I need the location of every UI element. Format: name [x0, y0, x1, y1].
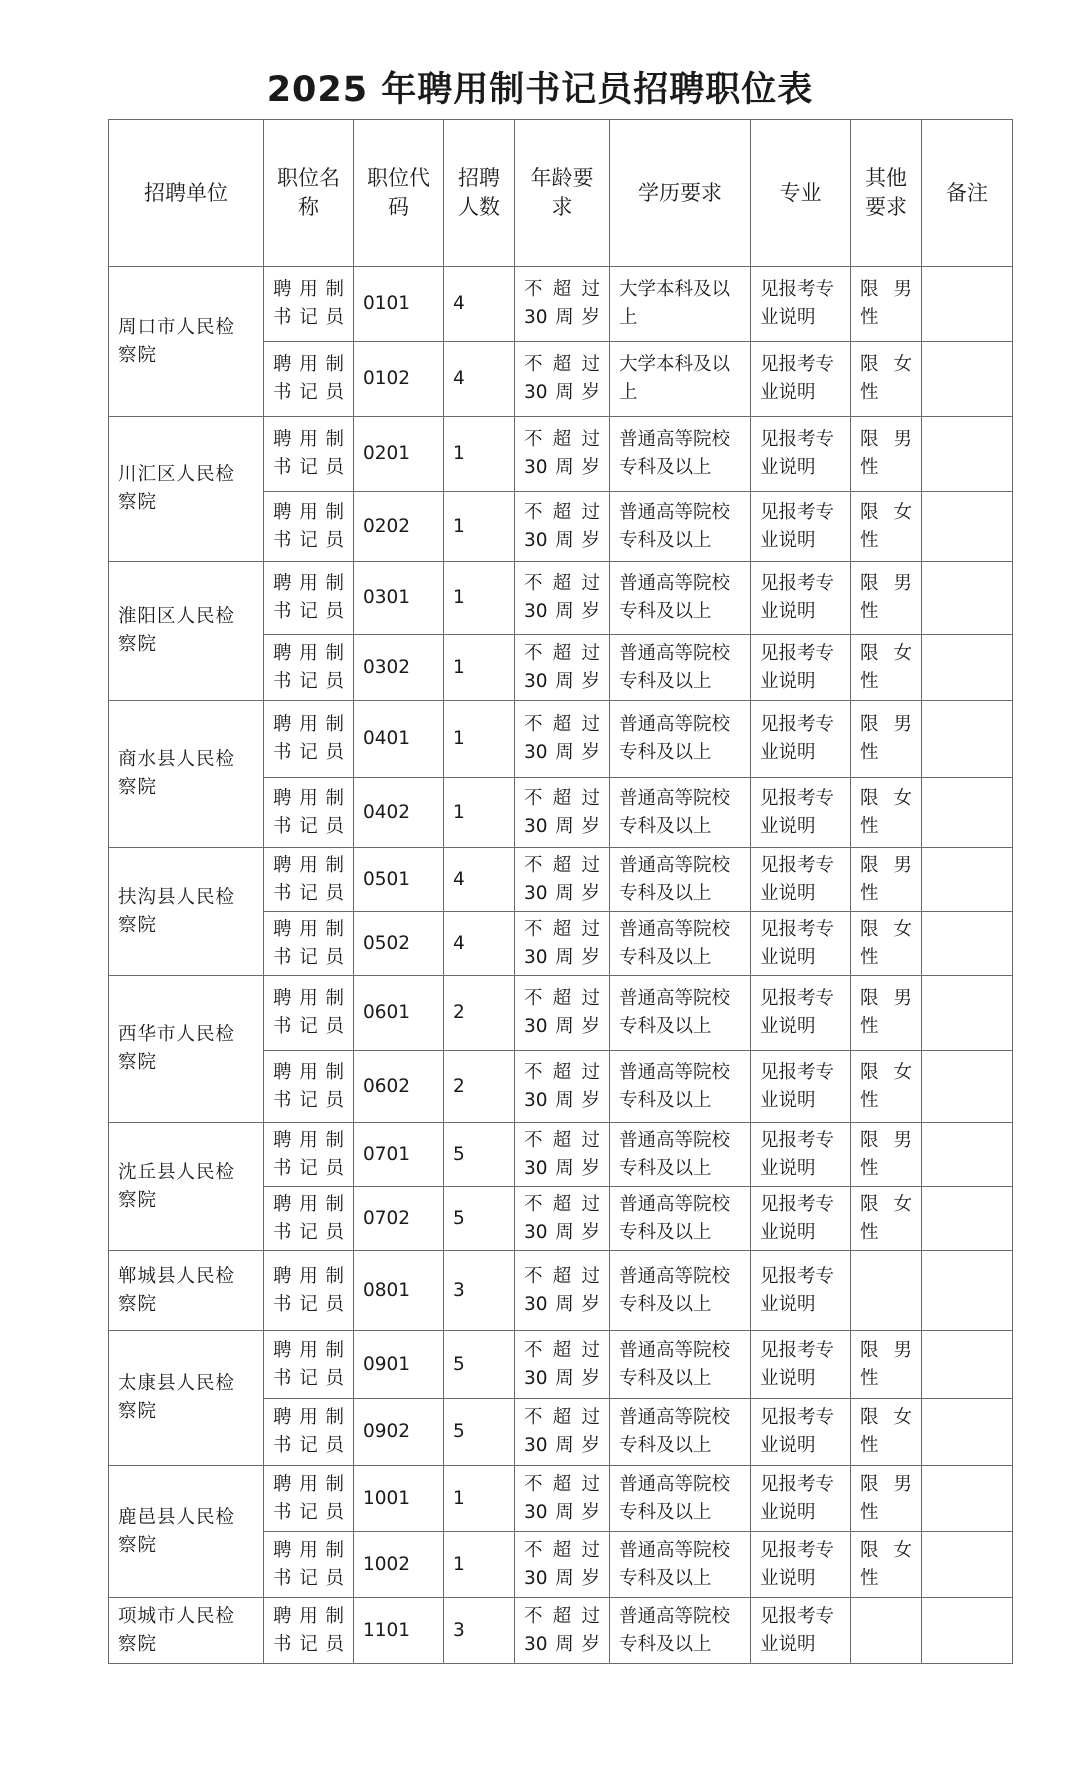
hire-count-cell: 5: [444, 1331, 515, 1399]
education-requirement-cell: 普通高等院校专科及以上: [610, 1187, 751, 1251]
age-requirement-cell: 不超过30周岁: [515, 1251, 610, 1331]
other-requirement-cell: 限男性: [851, 417, 922, 492]
major-cell: 见报考专业说明: [751, 1331, 851, 1399]
position-name-cell: 聘用制书记员: [264, 778, 354, 848]
position-code-cell: 0902: [354, 1399, 444, 1466]
hire-count-cell: 5: [444, 1399, 515, 1466]
age-requirement-cell: 不超过30周岁: [515, 1123, 610, 1187]
other-requirement-cell: 限男性: [851, 1466, 922, 1532]
major-cell: 见报考专业说明: [751, 1123, 851, 1187]
other-requirement-cell: 限女性: [851, 912, 922, 976]
other-requirement-cell: 限男性: [851, 562, 922, 635]
position-code-cell: 0502: [354, 912, 444, 976]
position-name-cell: 聘用制书记员: [264, 1532, 354, 1598]
major-cell: 见报考专业说明: [751, 1051, 851, 1123]
major-cell: 见报考专业说明: [751, 342, 851, 417]
position-name-cell: 聘用制书记员: [264, 1598, 354, 1664]
other-requirement-cell: 限女性: [851, 1051, 922, 1123]
position-code-cell: 1101: [354, 1598, 444, 1664]
other-requirement-cell: 限女性: [851, 342, 922, 417]
hire-count-cell: 1: [444, 1532, 515, 1598]
position-code-cell: 0701: [354, 1123, 444, 1187]
remark-cell: [922, 1399, 1013, 1466]
education-requirement-cell: 普通高等院校专科及以上: [610, 848, 751, 912]
position-code-cell: 0102: [354, 342, 444, 417]
header-unit: 招聘单位: [109, 120, 264, 267]
page-title: 2025 年聘用制书记员招聘职位表: [266, 70, 814, 110]
other-requirement-cell: 限女性: [851, 635, 922, 701]
hire-count-cell: 1: [444, 701, 515, 778]
education-requirement-cell: 普通高等院校专科及以上: [610, 912, 751, 976]
position-code-cell: 0302: [354, 635, 444, 701]
hire-count-cell: 3: [444, 1251, 515, 1331]
education-requirement-cell: 普通高等院校专科及以上: [610, 417, 751, 492]
remark-cell: [922, 976, 1013, 1051]
table-row: [109, 1598, 1013, 1664]
header-other: 其他要求: [851, 120, 922, 267]
hire-count-cell: 5: [444, 1187, 515, 1251]
position-name-cell: 聘用制书记员: [264, 1399, 354, 1466]
major-cell: 见报考专业说明: [751, 267, 851, 342]
remark-cell: [922, 492, 1013, 562]
remark-cell: [922, 778, 1013, 848]
age-requirement-cell: 不超过30周岁: [515, 778, 610, 848]
position-name-cell: 聘用制书记员: [264, 492, 354, 562]
position-name-cell: 聘用制书记员: [264, 267, 354, 342]
position-code-cell: 0601: [354, 976, 444, 1051]
age-requirement-cell: 不超过30周岁: [515, 267, 610, 342]
hire-count-cell: 1: [444, 635, 515, 701]
hire-count-cell: 4: [444, 267, 515, 342]
position-code-cell: 0801: [354, 1251, 444, 1331]
unit-name-cell: 沈丘县人民检察院: [109, 1123, 264, 1251]
education-requirement-cell: 普通高等院校专科及以上: [610, 562, 751, 635]
remark-cell: [922, 1051, 1013, 1123]
unit-name-cell: 郸城县人民检察院: [109, 1251, 264, 1331]
major-cell: 见报考专业说明: [751, 1399, 851, 1466]
position-code-cell: 0901: [354, 1331, 444, 1399]
education-requirement-cell: 普通高等院校专科及以上: [610, 1399, 751, 1466]
age-requirement-cell: 不超过30周岁: [515, 1331, 610, 1399]
remark-cell: [922, 1251, 1013, 1331]
remark-cell: [922, 1123, 1013, 1187]
remark-cell: [922, 562, 1013, 635]
age-requirement-cell: 不超过30周岁: [515, 976, 610, 1051]
header-position: 职位名称: [264, 120, 354, 267]
unit-name-cell: 扶沟县人民检察院: [109, 848, 264, 976]
remark-cell: [922, 267, 1013, 342]
education-requirement-cell: 普通高等院校专科及以上: [610, 1123, 751, 1187]
header-age: 年龄要求: [515, 120, 610, 267]
position-code-cell: 0602: [354, 1051, 444, 1123]
education-requirement-cell: 普通高等院校专科及以上: [610, 492, 751, 562]
major-cell: 见报考专业说明: [751, 912, 851, 976]
other-requirement-cell: 限女性: [851, 492, 922, 562]
other-requirement-cell: 限男性: [851, 848, 922, 912]
position-name-cell: 聘用制书记员: [264, 1331, 354, 1399]
education-requirement-cell: 普通高等院校专科及以上: [610, 1532, 751, 1598]
other-requirement-cell: 限男性: [851, 701, 922, 778]
other-requirement-cell: [851, 1598, 922, 1664]
table-row: [109, 1123, 1013, 1187]
position-name-cell: 聘用制书记员: [264, 342, 354, 417]
education-requirement-cell: 普通高等院校专科及以上: [610, 635, 751, 701]
table-row: [109, 1251, 1013, 1331]
position-code-cell: 0702: [354, 1187, 444, 1251]
major-cell: 见报考专业说明: [751, 635, 851, 701]
education-requirement-cell: 普通高等院校专科及以上: [610, 701, 751, 778]
education-requirement-cell: 大学本科及以上: [610, 267, 751, 342]
age-requirement-cell: 不超过30周岁: [515, 342, 610, 417]
unit-name-cell: 鹿邑县人民检察院: [109, 1466, 264, 1598]
hire-count-cell: 4: [444, 848, 515, 912]
remark-cell: [922, 635, 1013, 701]
education-requirement-cell: 普通高等院校专科及以上: [610, 778, 751, 848]
remark-cell: [922, 1466, 1013, 1532]
position-code-cell: 0201: [354, 417, 444, 492]
position-name-cell: 聘用制书记员: [264, 562, 354, 635]
position-code-cell: 0101: [354, 267, 444, 342]
education-requirement-cell: 普通高等院校专科及以上: [610, 1598, 751, 1664]
table-row: [109, 1331, 1013, 1399]
major-cell: 见报考专业说明: [751, 492, 851, 562]
other-requirement-cell: [851, 1251, 922, 1331]
position-code-cell: 0501: [354, 848, 444, 912]
age-requirement-cell: 不超过30周岁: [515, 1466, 610, 1532]
unit-name-cell: 淮阳区人民检察院: [109, 562, 264, 701]
major-cell: 见报考专业说明: [751, 848, 851, 912]
major-cell: 见报考专业说明: [751, 976, 851, 1051]
age-requirement-cell: 不超过30周岁: [515, 848, 610, 912]
remark-cell: [922, 417, 1013, 492]
position-name-cell: 聘用制书记员: [264, 1123, 354, 1187]
other-requirement-cell: 限女性: [851, 1532, 922, 1598]
position-name-cell: 聘用制书记员: [264, 848, 354, 912]
header-major: 专业: [751, 120, 851, 267]
major-cell: 见报考专业说明: [751, 1466, 851, 1532]
age-requirement-cell: 不超过30周岁: [515, 1187, 610, 1251]
position-code-cell: 1002: [354, 1532, 444, 1598]
remark-cell: [922, 1331, 1013, 1399]
major-cell: 见报考专业说明: [751, 562, 851, 635]
hire-count-cell: 1: [444, 562, 515, 635]
table-row: [109, 848, 1013, 912]
position-name-cell: 聘用制书记员: [264, 1051, 354, 1123]
remark-cell: [922, 1187, 1013, 1251]
other-requirement-cell: 限女性: [851, 1187, 922, 1251]
unit-name-cell: 项城市人民检察院: [109, 1598, 264, 1664]
major-cell: 见报考专业说明: [751, 1598, 851, 1664]
hire-count-cell: 2: [444, 976, 515, 1051]
other-requirement-cell: 限男性: [851, 1123, 922, 1187]
education-requirement-cell: 普通高等院校专科及以上: [610, 1331, 751, 1399]
remark-cell: [922, 1532, 1013, 1598]
hire-count-cell: 1: [444, 778, 515, 848]
age-requirement-cell: 不超过30周岁: [515, 1532, 610, 1598]
age-requirement-cell: 不超过30周岁: [515, 1399, 610, 1466]
age-requirement-cell: 不超过30周岁: [515, 701, 610, 778]
position-name-cell: 聘用制书记员: [264, 1187, 354, 1251]
education-requirement-cell: 普通高等院校专科及以上: [610, 976, 751, 1051]
remark-cell: [922, 701, 1013, 778]
remark-cell: [922, 1598, 1013, 1664]
table-row: [109, 976, 1013, 1051]
position-name-cell: 聘用制书记员: [264, 1251, 354, 1331]
education-requirement-cell: 普通高等院校专科及以上: [610, 1466, 751, 1532]
header-row: [109, 120, 1013, 267]
other-requirement-cell: 限男性: [851, 267, 922, 342]
remark-cell: [922, 848, 1013, 912]
position-code-cell: 0301: [354, 562, 444, 635]
table-row: [109, 701, 1013, 778]
position-name-cell: 聘用制书记员: [264, 635, 354, 701]
unit-name-cell: 西华市人民检察院: [109, 976, 264, 1123]
education-requirement-cell: 普通高等院校专科及以上: [610, 1251, 751, 1331]
hire-count-cell: 1: [444, 492, 515, 562]
table-row: [109, 562, 1013, 635]
position-name-cell: 聘用制书记员: [264, 976, 354, 1051]
header-code: 职位代码: [354, 120, 444, 267]
table-row: [109, 267, 1013, 342]
table-row: [109, 417, 1013, 492]
age-requirement-cell: 不超过30周岁: [515, 635, 610, 701]
unit-name-cell: 商水县人民检察院: [109, 701, 264, 848]
hire-count-cell: 1: [444, 417, 515, 492]
hire-count-cell: 5: [444, 1123, 515, 1187]
hire-count-cell: 1: [444, 1466, 515, 1532]
hire-count-cell: 3: [444, 1598, 515, 1664]
table-body: [109, 267, 1013, 1664]
position-name-cell: 聘用制书记员: [264, 912, 354, 976]
position-code-cell: 0202: [354, 492, 444, 562]
unit-name-cell: 太康县人民检察院: [109, 1331, 264, 1466]
position-code-cell: 1001: [354, 1466, 444, 1532]
age-requirement-cell: 不超过30周岁: [515, 417, 610, 492]
position-code-cell: 0402: [354, 778, 444, 848]
education-requirement-cell: 普通高等院校专科及以上: [610, 1051, 751, 1123]
job-table: [108, 119, 1013, 1664]
other-requirement-cell: 限女性: [851, 1399, 922, 1466]
other-requirement-cell: 限女性: [851, 778, 922, 848]
unit-name-cell: 川汇区人民检察院: [109, 417, 264, 562]
age-requirement-cell: 不超过30周岁: [515, 912, 610, 976]
position-name-cell: 聘用制书记员: [264, 701, 354, 778]
major-cell: 见报考专业说明: [751, 417, 851, 492]
position-name-cell: 聘用制书记员: [264, 417, 354, 492]
remark-cell: [922, 342, 1013, 417]
table-row: [109, 1466, 1013, 1532]
header-count: 招聘人数: [444, 120, 515, 267]
hire-count-cell: 4: [444, 342, 515, 417]
other-requirement-cell: 限男性: [851, 976, 922, 1051]
major-cell: 见报考专业说明: [751, 778, 851, 848]
position-code-cell: 0401: [354, 701, 444, 778]
education-requirement-cell: 大学本科及以上: [610, 342, 751, 417]
major-cell: 见报考专业说明: [751, 1532, 851, 1598]
major-cell: 见报考专业说明: [751, 701, 851, 778]
header-education: 学历要求: [610, 120, 751, 267]
remark-cell: [922, 912, 1013, 976]
major-cell: 见报考专业说明: [751, 1251, 851, 1331]
position-name-cell: 聘用制书记员: [264, 1466, 354, 1532]
age-requirement-cell: 不超过30周岁: [515, 492, 610, 562]
other-requirement-cell: 限男性: [851, 1331, 922, 1399]
unit-name-cell: 周口市人民检察院: [109, 267, 264, 417]
age-requirement-cell: 不超过30周岁: [515, 1051, 610, 1123]
hire-count-cell: 4: [444, 912, 515, 976]
age-requirement-cell: 不超过30周岁: [515, 1598, 610, 1664]
major-cell: 见报考专业说明: [751, 1187, 851, 1251]
age-requirement-cell: 不超过30周岁: [515, 562, 610, 635]
header-remark: 备注: [922, 120, 1013, 267]
hire-count-cell: 2: [444, 1051, 515, 1123]
